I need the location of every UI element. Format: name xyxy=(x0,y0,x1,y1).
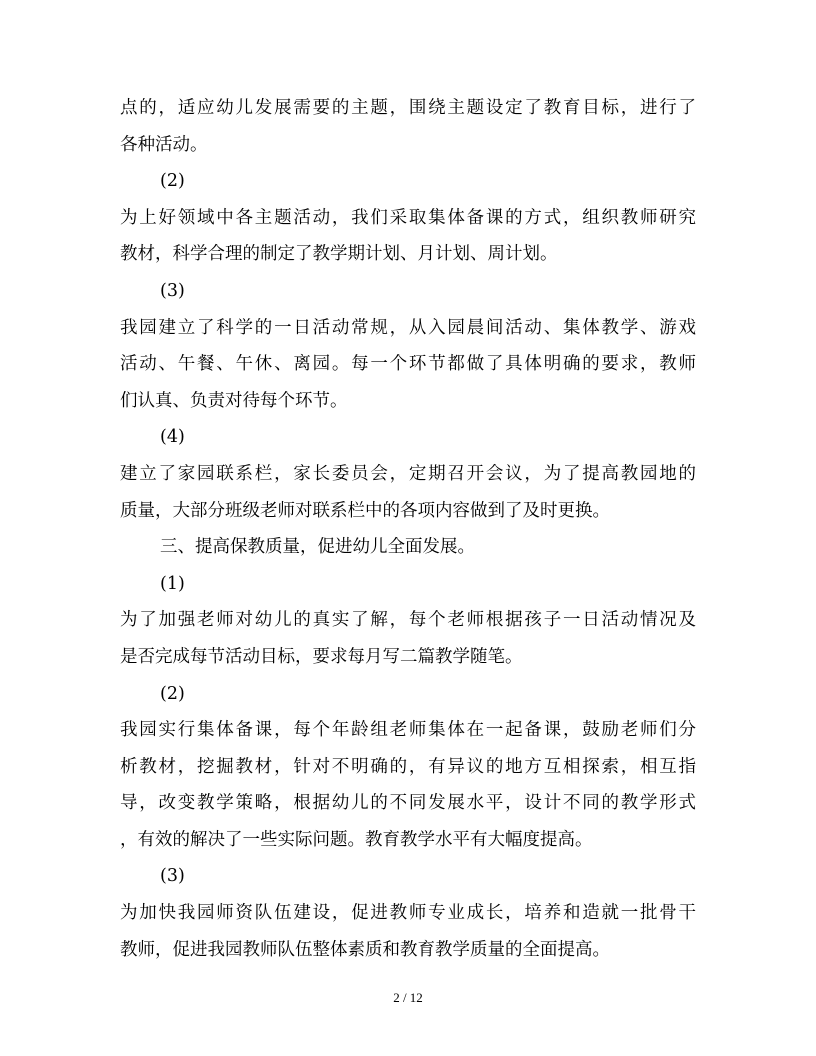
section-heading: 三、提高保教质量，促进幼儿全面发展。 xyxy=(160,537,475,558)
text-line: 教师，促进我园教师队伍整体素质和教育教学质量的全面提高。 xyxy=(120,939,610,960)
text-line: 活动、午餐、午休、离园。每一个环节都做了具体明确的要求，教师 xyxy=(120,354,696,375)
list-marker: (3) xyxy=(160,866,185,887)
list-marker: (4) xyxy=(160,427,185,448)
document-body xyxy=(120,90,696,968)
text-line: 为了加强老师对幼儿的真实了解，每个老师根据孩子一日活动情况及 xyxy=(120,610,696,631)
page-number: 2 / 12 xyxy=(393,990,423,1005)
list-marker: (2) xyxy=(160,171,185,192)
text-line: 为上好领域中各主题活动，我们采取集体备课的方式，组织教师研究 xyxy=(120,207,696,228)
list-marker: (3) xyxy=(160,280,185,301)
text-line: 们认真、负责对待每个环节。 xyxy=(120,390,348,411)
text-line: 我园实行集体备课，每个年龄组老师集体在一起备课，鼓励老师们分 xyxy=(120,720,696,741)
text-line: 各种活动。 xyxy=(120,134,208,155)
text-line: 导，改变教学策略，根据幼儿的不同发展水平，设计不同的教学形式 xyxy=(120,793,696,814)
text-line: 质量，大部分班级老师对联系栏中的各项内容做到了及时更换。 xyxy=(120,500,610,521)
text-line: 是否完成每节活动目标，要求每月写二篇教学随笔。 xyxy=(120,646,523,667)
text-line: 教材，科学合理的制定了教学期计划、月计划、周计划。 xyxy=(120,244,558,265)
text-line: 建立了家园联系栏，家长委员会，定期召开会议，为了提高教园地的 xyxy=(120,463,696,484)
text-line: 为加快我园师资队伍建设，促进教师专业成长，培养和造就一批骨干 xyxy=(120,903,696,924)
text-line: 点的，适应幼儿发展需要的主题，围绕主题设定了教育目标，进行了 xyxy=(120,98,696,118)
list-marker: (1) xyxy=(160,573,185,594)
text-line: 我园建立了科学的一日活动常规，从入园晨间活动、集体教学、游戏 xyxy=(120,317,696,338)
text-line: 析教材，挖掘教材，针对不明确的，有异议的地方互相探索，相互指 xyxy=(120,756,696,777)
text-line: ，有效的解决了一些实际问题。教育教学水平有大幅度提高。 xyxy=(120,829,593,850)
list-marker: (2) xyxy=(160,683,185,704)
